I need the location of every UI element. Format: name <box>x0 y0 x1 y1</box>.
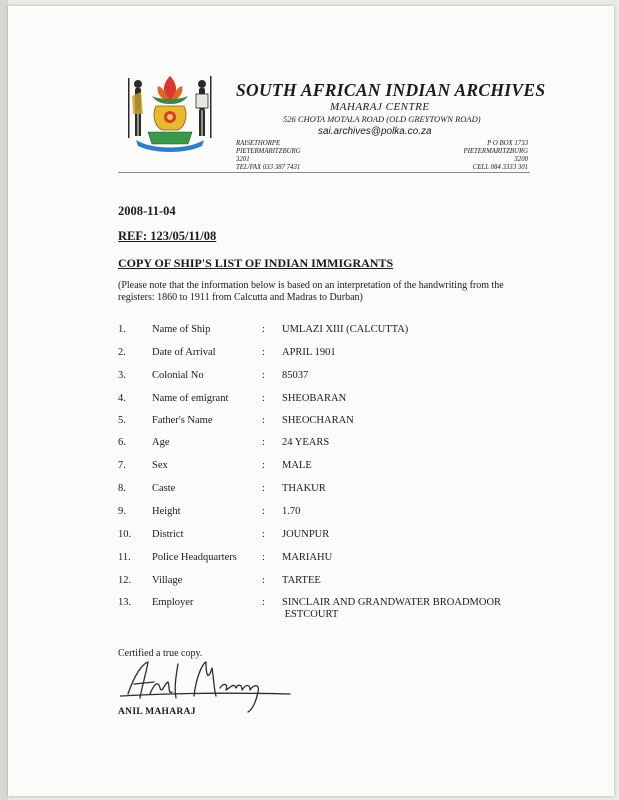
record-value: MALE <box>282 460 312 471</box>
letterhead-divider <box>118 172 530 173</box>
record-separator: : <box>262 552 265 563</box>
record-number: 2. <box>118 347 126 358</box>
record-value: 1.70 <box>282 506 301 517</box>
record-label: Name of Ship <box>152 324 211 335</box>
record-separator: : <box>262 370 265 381</box>
address-line: 3201 <box>236 156 250 163</box>
record-label: Village <box>152 575 183 586</box>
record-label: District <box>152 529 184 540</box>
document-date: 2008-11-04 <box>118 204 176 218</box>
record-value: 24 YEARS <box>282 437 330 448</box>
scan-edge <box>0 0 8 800</box>
employer-line-2: ESTCOURT <box>282 608 339 620</box>
record-value <box>282 597 501 620</box>
record-number: 1. <box>118 324 126 335</box>
address-line: RAISETHORPE <box>236 140 281 147</box>
record-separator: : <box>262 460 265 471</box>
record-label: Father's Name <box>152 415 213 426</box>
record-value: APRIL 1901 <box>282 347 336 358</box>
record-value: JOUNPUR <box>282 529 330 540</box>
record-value: SHEOBARAN <box>282 393 347 404</box>
certification-text: Certified a true copy. <box>118 648 203 659</box>
record-number: 5. <box>118 415 126 426</box>
left-address-block <box>236 140 301 172</box>
address-line: 3200 <box>514 156 528 163</box>
record-separator: : <box>262 415 265 426</box>
record-separator: : <box>262 529 265 540</box>
record-value: UMLAZI XIII (CALCUTTA) <box>282 324 409 335</box>
record-label: Caste <box>152 483 176 494</box>
record-number: 8. <box>118 483 126 494</box>
record-value: TARTEE <box>282 575 321 586</box>
record-separator: : <box>262 483 265 494</box>
record-separator: : <box>262 506 265 517</box>
phone-line: CELL 084 3333 301 <box>472 164 528 171</box>
record-value: 85037 <box>282 370 309 381</box>
record-label: Height <box>152 506 181 517</box>
record-value: THAKUR <box>282 483 326 494</box>
record-label: Name of emigrant <box>152 393 229 404</box>
record-number: 10. <box>118 529 132 540</box>
record-separator: : <box>262 347 265 358</box>
record-number: 11. <box>118 552 131 563</box>
record-number: 6. <box>118 437 126 448</box>
document-heading: COPY OF SHIP'S LIST OF INDIAN IMMIGRANTS <box>118 256 394 270</box>
interpretation-note: (Please note that the information below is based on an interpretation of the handwriting from the registers: 1860 to 1911 from Calcutta and Madras to Durban) <box>118 280 504 303</box>
record-number: 3. <box>118 370 126 381</box>
record-label: Employer <box>152 597 194 608</box>
archives-emblem-icon <box>122 70 218 158</box>
record-separator: : <box>262 575 265 586</box>
address-line: P O BOX 1733 <box>487 140 528 147</box>
record-separator: : <box>262 437 265 448</box>
street-address: 526 CHOTA MOTALA ROAD (OLD GREYTOWN ROAD) <box>283 114 481 124</box>
centre-name: MAHARAJ CENTRE <box>330 101 430 113</box>
record-value: SHEOCHARAN <box>282 415 354 426</box>
signer-name: ANIL MAHARAJ <box>118 707 196 717</box>
email-address[interactable]: sai.archives@polka.co.za <box>318 126 432 137</box>
record-label: Date of Arrival <box>152 347 216 358</box>
record-separator: : <box>262 393 265 404</box>
phone-line: TEL/FAX 033 387 7431 <box>236 164 301 171</box>
reference-number: REF: 123/05/11/08 <box>118 229 217 243</box>
record-separator: : <box>262 597 265 608</box>
record-value: MARIAHU <box>282 552 333 563</box>
record-number: 4. <box>118 393 126 404</box>
right-address-block <box>440 140 528 172</box>
record-label: Police Headquarters <box>152 552 237 563</box>
archives-title: SOUTH AFRICAN INDIAN ARCHIVES <box>236 80 546 100</box>
record-number: 12. <box>118 575 132 586</box>
record-label: Sex <box>152 460 168 471</box>
employer-line-1: SINCLAIR AND GRANDWATER BROADMOOR <box>282 597 502 608</box>
record-number: 9. <box>118 506 126 517</box>
address-line: PIETERMARITZBURG <box>236 148 301 155</box>
address-line: PIETERMARITZBURG <box>463 148 528 155</box>
record-number: 7. <box>118 460 126 471</box>
record-separator: : <box>262 324 265 335</box>
record-label: Colonial No <box>152 370 204 381</box>
record-number: 13. <box>118 597 132 608</box>
record-label: Age <box>152 437 170 448</box>
